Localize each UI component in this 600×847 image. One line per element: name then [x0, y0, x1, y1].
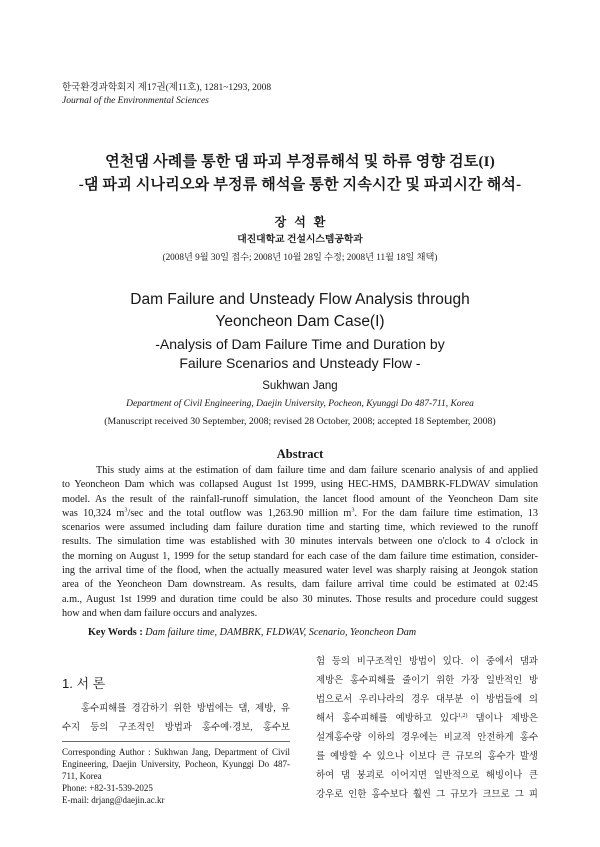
body-line: 수지 등의 구조적인 방법과 홍수예·경보, 홍수보	[62, 722, 290, 733]
title-en-line: Dam Failure and Unsteady Flow Analysis through	[130, 291, 470, 308]
title-en-line: Yeoncheon Dam Case(I)	[215, 313, 385, 330]
affiliation-en: Department of Civil Engineering, Daejin University, Pocheon, Kyunggi Do 487-711, Korea	[126, 399, 474, 409]
abstract-line: model. As the result of the rainfall-runoff simulation, the lancet flood amount of the Yeoncheon Dam site	[62, 493, 538, 505]
superscript: 3	[351, 506, 355, 514]
abstract-line	[62, 507, 538, 521]
body-line: 험 등의 비구조적인 방법이 있다. 이 중에서 댐과	[316, 656, 538, 667]
title-kr: 연천댐 사례를 통한 댐 파괴 부정류해석 및 하류 영향 검토(I)	[105, 154, 495, 170]
superscript: 3	[124, 506, 128, 514]
body-line: 하여 댐 붕괴로 이어지면 일반적으로 해빙이나 큰	[316, 770, 538, 781]
abstract-text: /sec and the total outflow was 1,263.90 million m	[127, 507, 352, 519]
abstract-text: was 10,324 m	[62, 507, 125, 519]
body-line: 설계홍수량 이하의 경우에는 비교적 안전하게 홍수	[316, 732, 538, 743]
corresponding-author-footnote	[62, 746, 290, 806]
body-text: 해서 홍수피해를 예방하고 있다	[316, 713, 459, 724]
body-line: 강우로 인한 홍수보다 훨씬 그 규모가 크므로 그 피	[316, 789, 538, 800]
subtitle-en-line: Failure Scenarios and Unsteady Flow -	[179, 355, 421, 371]
subtitle-kr: -댐 파괴 시나리오와 부정류 해석을 통한 지속시간 및 파괴시간 해석-	[78, 177, 522, 193]
section-heading: 1. 서 론	[62, 676, 106, 691]
submission-dates-kr: (2008년 9월 30일 접수; 2008년 10월 28일 수정; 2008년 11월 18일 채택)	[162, 252, 438, 262]
abstract-line: results. The simulation time was established with 30 minutes intervals between one o'clock to 4 o'clock in	[62, 536, 538, 548]
body-text: 댐이나 제방은	[467, 713, 539, 724]
keywords	[88, 626, 416, 640]
journal-name-en: Journal of the Environmental Sciences	[62, 96, 209, 106]
footnote-email: E-mail: drjang@daejin.ac.kr	[62, 795, 165, 805]
abstract-line: ing the arrival time of the flood, when the actually measured water level was sharply raising at Jeongok station	[62, 565, 538, 577]
footnote-phone: Phone: +82-31-539-2025	[62, 783, 153, 793]
subtitle-en-line: -Analysis of Dam Failure Time and Duration by	[155, 336, 445, 352]
author-name-kr: 장 석 환	[274, 215, 326, 229]
abstract-line: area of the Yeoncheon Dam downstream. As results, dam failure arrival time could be estimated at 02:45	[62, 579, 538, 591]
abstract-line: to Yeoncheon Dam which was collapsed August 1st 1999, using HEC-HMS, DAMBRK-FLDWAV simulation	[62, 479, 538, 491]
abstract-line: the morning on August 1, 1999 for the setup standard for each case of the dam failure time estimation, consider-	[62, 550, 538, 562]
footnote-divider	[62, 741, 290, 742]
footnote-line: Engineering, Daejin University, Pocheon, Kyunggi Do 487-	[62, 759, 290, 769]
abstract-line: scenarios were assumed including dam failure duration time and starting time, which reviewed to the runoff	[62, 522, 538, 534]
abstract-line: how and when dam failure occurs and analyzes.	[62, 607, 258, 619]
manuscript-dates: (Manuscript received 30 September, 2008; revised 28 October, 2008; accepted 18 September, 2008)	[104, 416, 496, 427]
body-line: 홍수피해를 경감하기 위한 방법에는 댐, 제방, 유	[81, 703, 290, 714]
body-column-right	[316, 653, 538, 805]
citation-superscript: 1,2)	[458, 712, 468, 719]
affiliation-kr: 대진대학교 건설시스템공학과	[237, 234, 363, 245]
body-line	[316, 710, 538, 729]
abstract-heading: Abstract	[276, 447, 324, 461]
keywords-list: Dam failure time, DAMBRK, FLDWAV, Scenario, Yeoncheon Dam	[145, 627, 417, 638]
body-line: 법으로서 우리나라의 경우 대부분 이 방법들에 의	[316, 694, 538, 705]
body-column-left	[62, 700, 290, 738]
footnote-line: 711, Korea	[62, 771, 102, 781]
abstract-line: a.m., August 1st 1999 and duration time could be also 30 minutes. Those results and procedure could suggest	[62, 593, 538, 605]
abstract-line: This study aims at the estimation of dam failure time and dam failure scenario analysis of and applied	[96, 465, 538, 476]
author-name-en: Sukhwan Jang	[262, 380, 338, 392]
body-line: 제방은 홍수피해를 줄이기 위한 가장 일반적인 방	[316, 675, 538, 686]
keywords-label: Key Words :	[88, 627, 143, 638]
journal-name-kr: 한국환경과학회지 제17권(제11호), 1281~1293, 2008	[62, 83, 272, 93]
footnote-line: Corresponding Author : Sukhwan Jang, Department of Civil	[62, 747, 290, 757]
abstract-body	[62, 464, 538, 621]
abstract-text: . For the dam failure time estimation, 13	[354, 507, 538, 519]
body-line: 를 예방할 수 있으나 이보다 큰 규모의 홍수가 발생	[316, 751, 538, 762]
